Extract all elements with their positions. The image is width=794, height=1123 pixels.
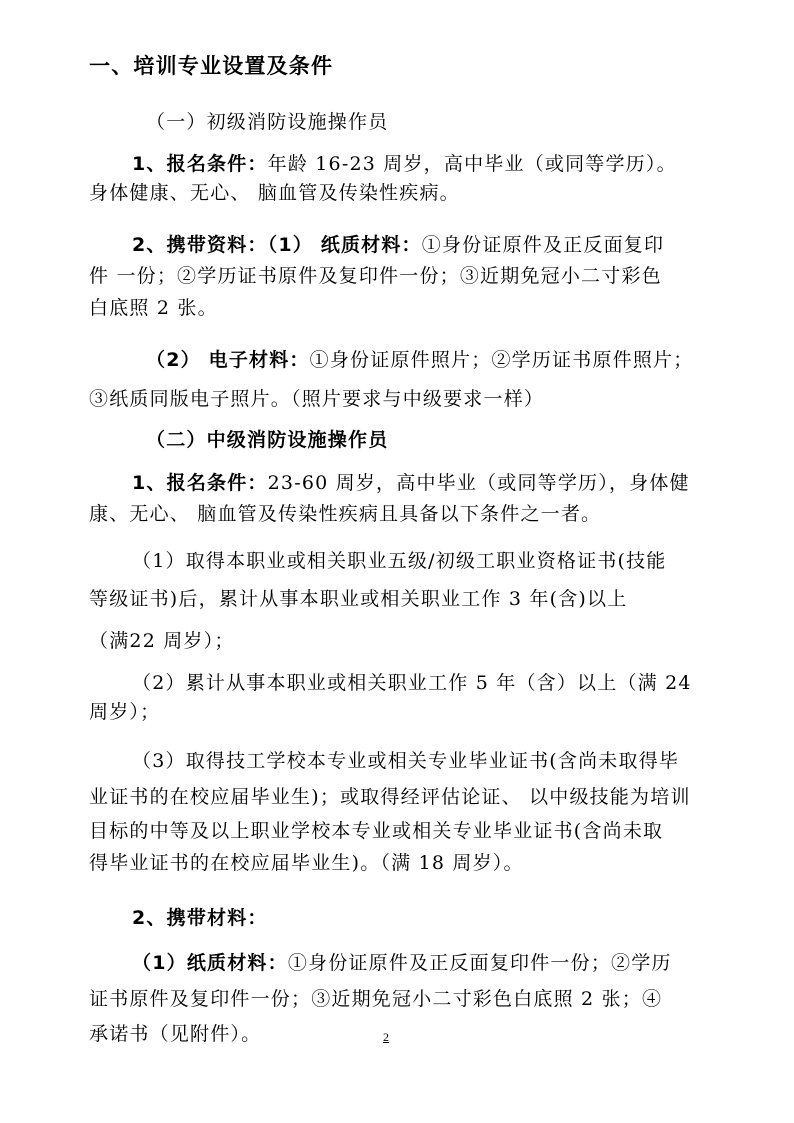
- intermediate-requirement-cont: 康、无心、 脑血管及传染性疾病且具备以下条件之一者。: [89, 503, 602, 525]
- condition-3-line-1: （3）取得技工学校本专业或相关专业毕业证书(含尚未取得毕: [132, 750, 680, 772]
- paper-materials-text: ①身份证原件及正反面复印件一份；②学历: [287, 952, 672, 974]
- junior-requirement-label: 1、报名条件：: [132, 153, 268, 175]
- subsection-title-junior: （一）初级消防设施操作员: [146, 111, 389, 133]
- subsection-title-intermediate: [146, 428, 388, 452]
- junior-materials-cont-2: 白底照 2 张。: [89, 297, 218, 319]
- intermediate-requirement-label: 1、报名条件：: [132, 472, 268, 494]
- junior-materials-label: 2、携带资料：（1） 纸质材料：: [132, 234, 422, 256]
- paper-materials-line: [132, 951, 672, 975]
- junior-requirement-text: 年龄 16-23 周岁，高中毕业（或同等学历）。: [267, 153, 677, 175]
- junior-electronic-line: [146, 348, 693, 372]
- intermediate-requirement-text: 23-60 周岁，高中毕业（或同等学历），身体健: [267, 472, 690, 494]
- section-heading: 一、培训专业设置及条件: [89, 54, 334, 78]
- junior-requirement-line: [132, 152, 677, 176]
- paper-materials-line-2: 证书原件及复印件一份；③近期免冠小二寸彩色白底照 2 张；④: [89, 988, 663, 1010]
- condition-2-line-2: 周岁）；: [89, 701, 161, 723]
- paper-materials-label: （1）纸质材料：: [132, 952, 288, 974]
- intermediate-requirement-line: [132, 471, 690, 495]
- condition-2-line-1: （2）累计从事本职业或相关职业工作 5 年（含）以上（满 24: [132, 672, 692, 694]
- condition-1-line-3: （满22 周岁）；: [89, 630, 235, 652]
- junior-materials-cont-1: 件 一份；②学历证书原件及复印件一份；③近期免冠小二寸彩色: [89, 265, 662, 287]
- intermediate-materials-heading-text: 2、携带材料：: [132, 907, 268, 929]
- subsection-title-intermediate-text: （二）中级消防设施操作员: [146, 429, 389, 451]
- junior-electronic-label: （2） 电子材料：: [146, 349, 310, 371]
- intermediate-materials-heading: [132, 906, 268, 930]
- junior-requirement-cont: 身体健康、无心、 脑血管及传染性疾病。: [89, 182, 460, 204]
- junior-materials-line: [132, 233, 664, 257]
- junior-electronic-text: ①身份证原件照片；②学历证书原件照片；: [309, 349, 694, 371]
- paper-materials-line-3: 承诺书（见附件）。: [89, 1023, 262, 1045]
- junior-electronic-cont: ③纸质同版电子照片。（照片要求与中级要求一样）: [89, 388, 545, 410]
- page-number: 2: [383, 1030, 389, 1044]
- condition-3-line-3: 目标的中等及以上职业学校本专业或相关专业毕业证书(含尚未取: [89, 820, 664, 842]
- condition-1-line-1: （1）取得本职业或相关职业五级/初级工职业资格证书(技能: [132, 550, 667, 572]
- condition-3-line-2: 业证书的在校应届毕业生)；或取得经评估论证、 以中级技能为培训: [89, 786, 691, 808]
- condition-3-line-4: 得毕业证书的在校应届毕业生)。（满 18 周岁）。: [89, 852, 524, 874]
- junior-materials-text: ①身份证原件及正反面复印: [421, 234, 665, 256]
- condition-1-line-2: 等级证书)后，累计从事本职业或相关职业工作 3 年(含)以上: [89, 588, 628, 610]
